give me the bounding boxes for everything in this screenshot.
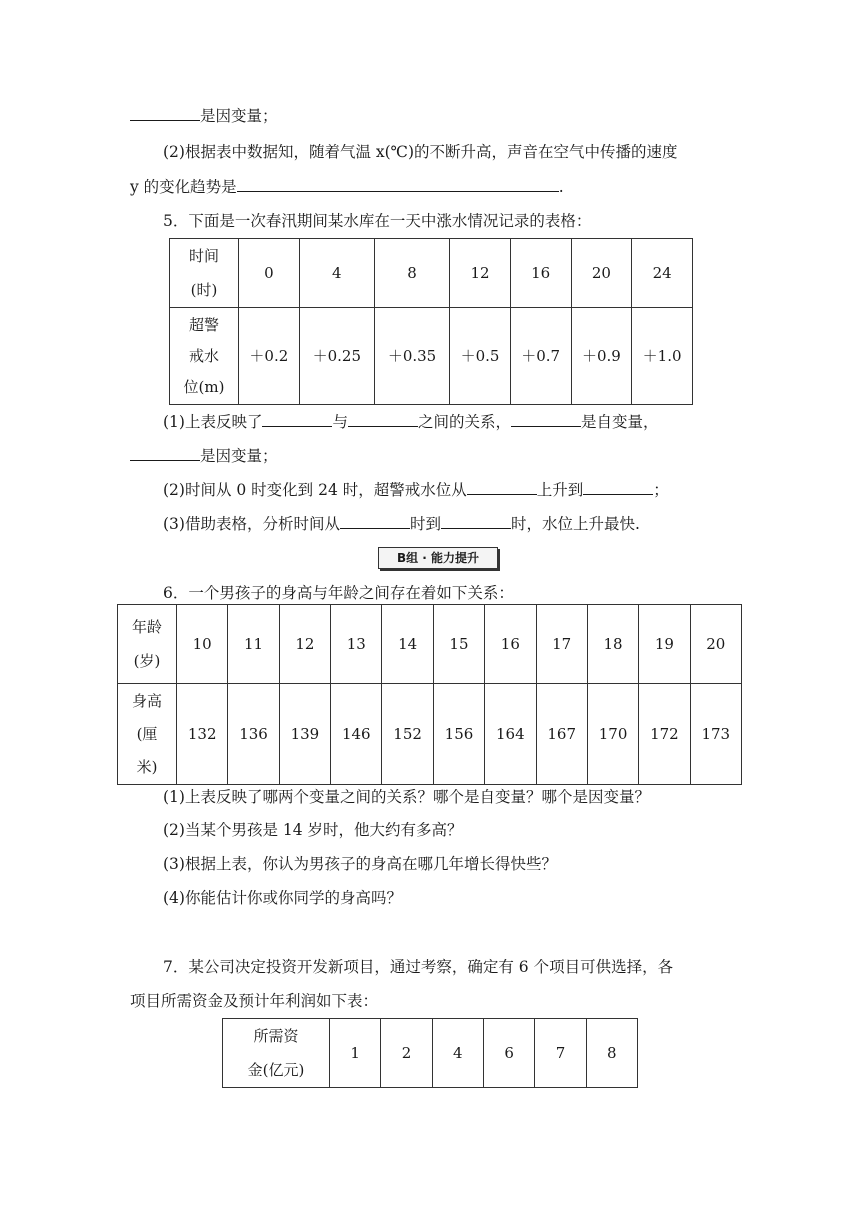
q4-part2-line1: (2)根据表中数据知，随着气温 x(℃)的不断升高，声音在空气中传播的速度 [163,143,678,161]
table-cell: 7 [535,1019,586,1088]
table-cell: 132 [177,684,228,785]
answer-blank [348,410,418,427]
table-cell: 173 [690,684,741,785]
q5-text: 时，水位上升最快. [510,515,640,533]
q4-tail-text: 是因变量； [200,107,278,125]
table-cell: 16 [485,605,536,684]
table-row [170,308,693,405]
answer-blank [511,410,581,427]
q5-text: 是自变量， [581,413,659,431]
answer-blank [130,444,200,461]
table-cell: 18 [587,605,638,684]
answer-blank [441,512,511,529]
q5-text: 与 [332,413,348,431]
table-row [118,684,742,785]
q6-question-1: (1)上表反映了哪两个变量之间的关系？哪个是自变量？哪个是因变量？ [163,788,650,806]
table-cell: 172 [639,684,690,785]
answer-blank [467,478,537,495]
q5-text: (2)时间从 0 时变化到 24 时，超警戒水位从 [163,481,467,499]
table-cell: ＋0.35 [374,308,449,405]
table-cell: 8 [586,1019,637,1088]
header-text: (厘 [136,724,158,743]
table-cell: 20 [571,239,632,308]
table-row [223,1019,638,1088]
table-cell: 16 [510,239,571,308]
period: . [558,178,564,196]
header-text: 金(亿元) [247,1061,305,1079]
table-cell: ＋0.7 [510,308,571,405]
answer-blank [340,512,410,529]
q5-text: 之间的关系， [417,413,511,431]
table-row [170,239,693,308]
table-cell: 17 [536,605,587,684]
table-cell: 24 [632,239,693,308]
q7-intro-line2: 项目所需资金及预计年利润如下表： [130,992,379,1010]
section-badge [378,547,498,569]
table-cell: 10 [177,605,228,684]
table-cell: 6 [483,1019,534,1088]
table-cell: 15 [433,605,484,684]
header-text: 身高 [131,691,162,710]
header-cell [118,684,177,785]
header-text: 年龄 [131,618,162,636]
table-cell: 14 [382,605,433,684]
q4-part2-line2 [130,175,564,198]
header-text: 所需资 [253,1027,299,1045]
answer-blank [130,104,200,121]
header-text: (时) [190,281,218,299]
header-text: 位(m) [183,377,225,396]
table-cell: 152 [382,684,433,785]
q5-text: 上升到 [536,481,584,499]
q5-part3 [163,512,640,535]
project-funds-table [222,1018,638,1088]
table-cell: 13 [331,605,382,684]
table-cell: 12 [279,605,330,684]
table-cell: 12 [450,239,511,308]
table-cell: 4 [432,1019,483,1088]
q6-intro: 6．一个男孩子的身高与年龄之间存在着如下关系： [163,584,514,602]
header-text: 米) [136,757,158,776]
q5-part2 [163,478,669,501]
table-cell: 146 [331,684,382,785]
table-cell: ＋1.0 [632,308,693,405]
q5-part1-line1 [163,410,659,433]
header-text: (岁) [133,652,161,670]
q4-tail-line [130,104,278,127]
q5-text: (3)借助表格，分析时间从 [163,515,340,533]
water-level-table [169,238,693,405]
answer-blank [583,478,653,495]
q5-text: 是因变量； [200,447,278,465]
q6-question-2: (2)当某个男孩是 14 岁时，他大约有多高？ [163,821,463,839]
table-cell: 170 [587,684,638,785]
q4-part2-text: y 的变化趋势是 [130,178,237,196]
table-cell: 164 [485,684,536,785]
table-cell: ＋0.5 [450,308,511,405]
header-cell [118,605,177,684]
header-cell [170,239,239,308]
table-row [118,605,742,684]
table-cell: 4 [299,239,374,308]
q5-text: ； [653,481,669,499]
table-cell: 8 [374,239,449,308]
section-badge-label: B组 · 能力提升 [378,547,498,569]
table-cell: 1 [330,1019,381,1088]
table-cell: ＋0.25 [299,308,374,405]
table-cell: ＋0.9 [571,308,632,405]
table-cell: 139 [279,684,330,785]
q5-intro: 5．下面是一次春汛期间某水库在一天中涨水情况记录的表格： [163,212,592,230]
header-text: 戒水 [188,346,219,365]
q5-part1-line2 [130,444,278,467]
table-cell: ＋0.2 [239,308,300,405]
header-cell [223,1019,330,1088]
table-cell: 20 [690,605,741,684]
table-cell: 167 [536,684,587,785]
header-text: 时间 [188,247,219,265]
height-age-table [117,604,742,785]
q6-question-4: (4)你能估计你或你同学的身高吗？ [163,889,402,907]
q6-question-3: (3)根据上表，你认为男孩子的身高在哪几年增长得快些？ [163,855,557,873]
table-cell: 136 [228,684,279,785]
answer-blank [262,410,332,427]
table-cell: 156 [433,684,484,785]
table-cell: 2 [381,1019,432,1088]
answer-blank [237,175,559,192]
q5-text: 时到 [409,515,441,533]
header-text: 超警 [188,315,219,334]
table-cell: 19 [639,605,690,684]
header-cell [170,308,239,405]
table-cell: 11 [228,605,279,684]
q7-intro-line1: 7．某公司决定投资开发新项目，通过考察，确定有 6 个项目可供选择，各 [163,958,674,976]
table-cell: 0 [239,239,300,308]
q5-text: (1)上表反映了 [163,413,263,431]
